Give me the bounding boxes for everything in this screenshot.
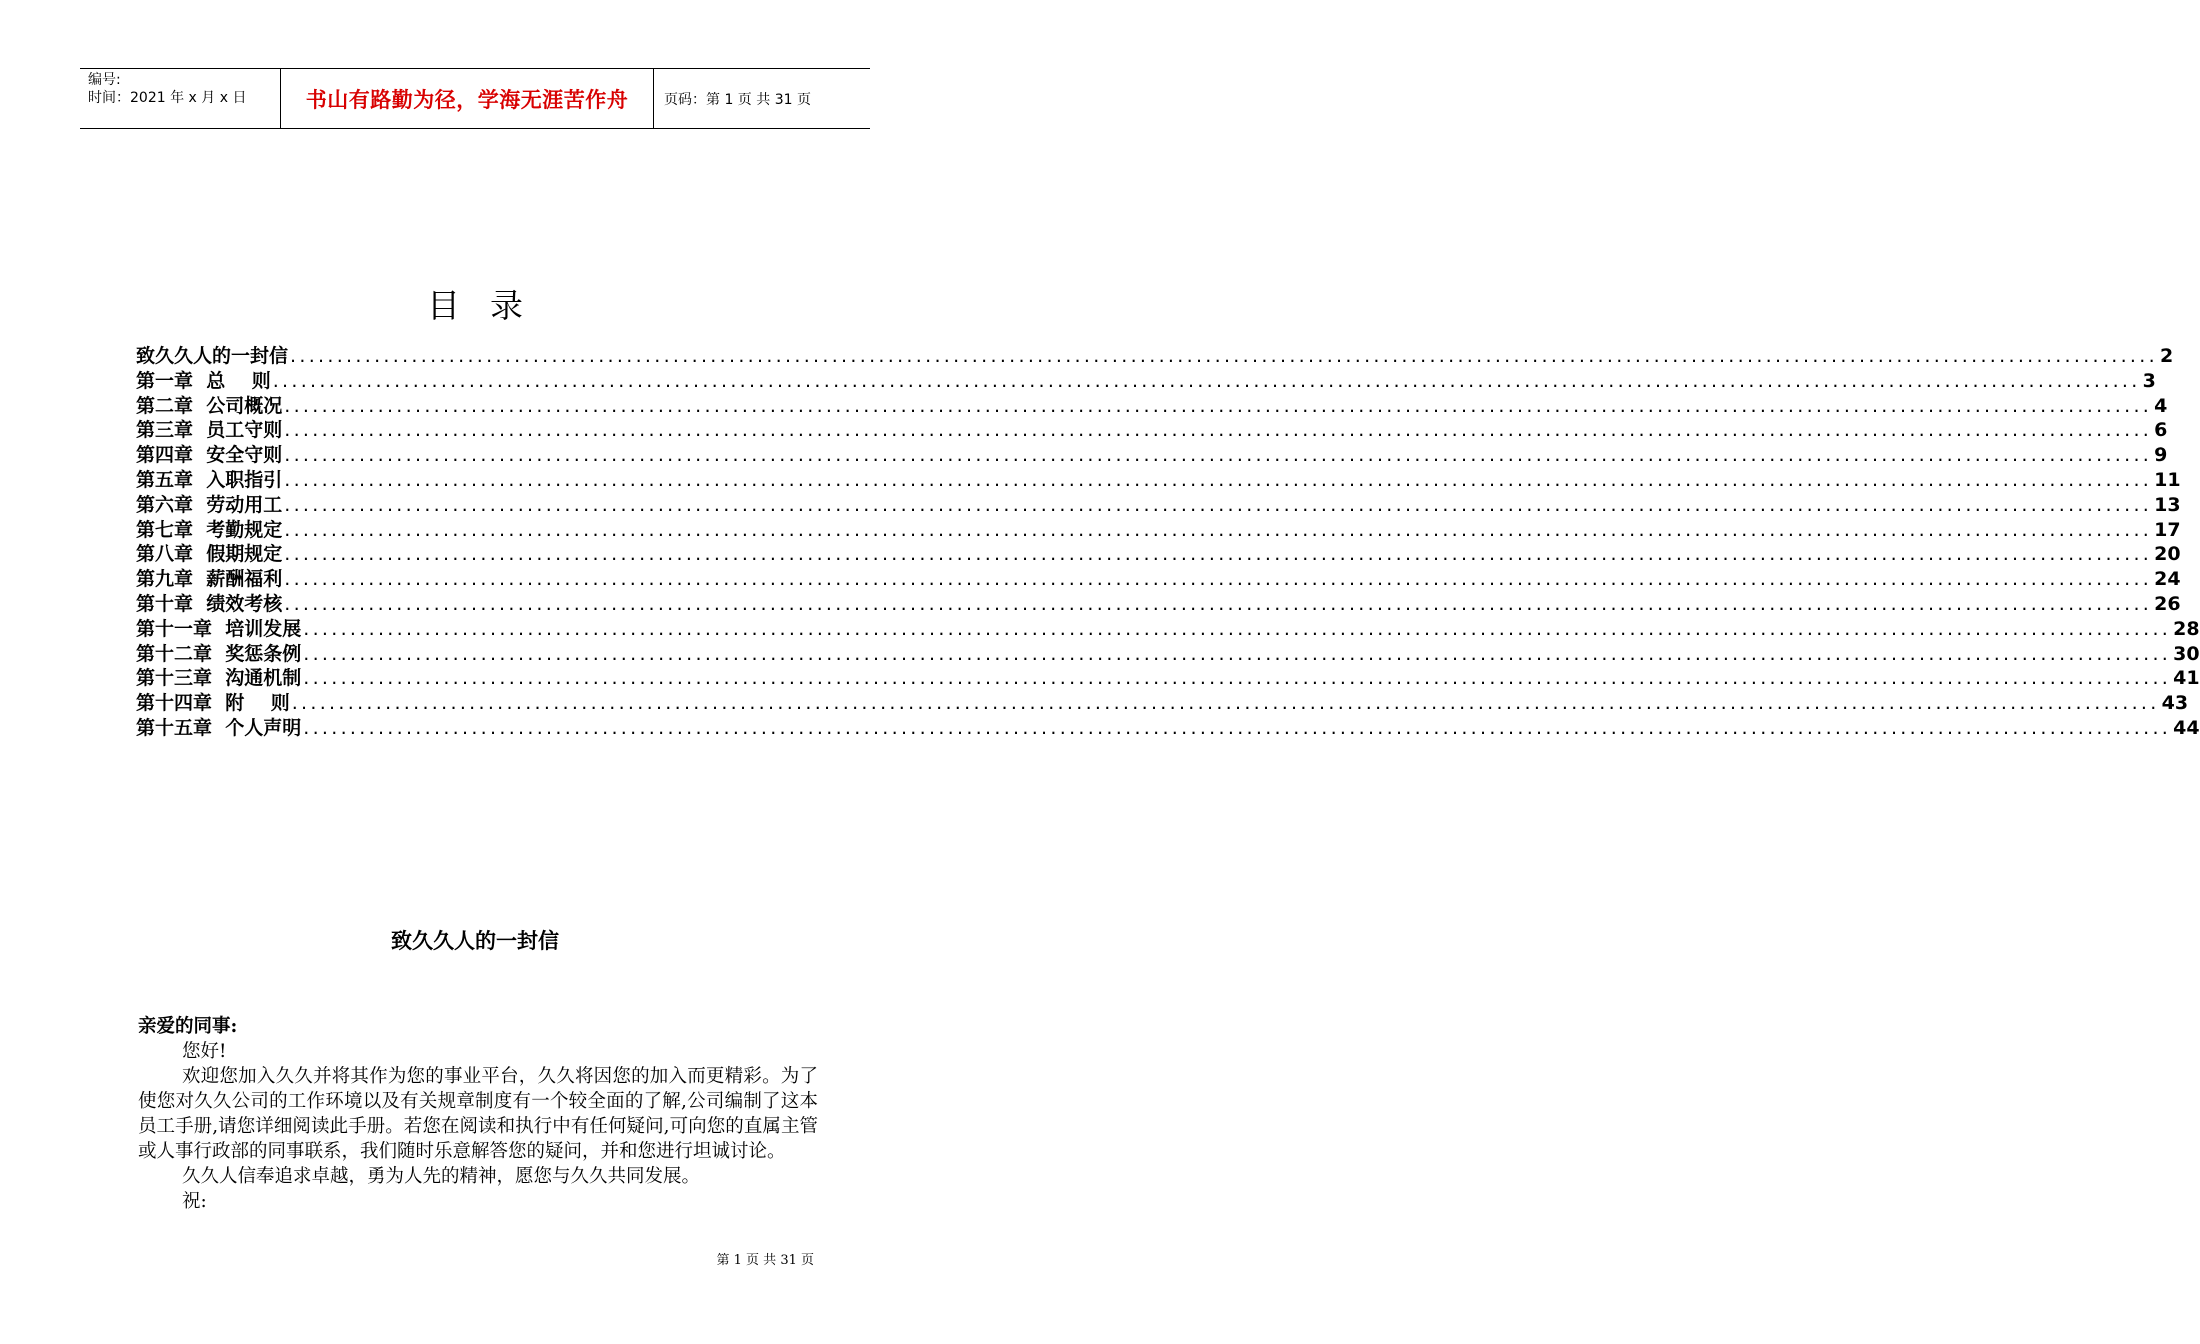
toc-entry-page: 13	[2154, 493, 2181, 516]
toc-entry-title: 第七章 考勤规定	[136, 518, 283, 541]
toc-entry-page: 44	[2173, 716, 2200, 739]
toc-entry[interactable]	[136, 490, 2181, 516]
toc-leader-dots: ........................................................................................................................................................................................................	[284, 394, 2153, 417]
toc-entry-title: 第五章 入职指引	[136, 468, 283, 491]
toc-entry-page: 28	[2173, 617, 2200, 640]
toc-leader-dots: ........................................................................................................................................................................................................	[303, 716, 2172, 739]
toc-entry-title: 第三章 员工守则	[136, 419, 283, 442]
letter-paragraph: 您好!	[182, 1041, 227, 1062]
toc-leader-dots: ........................................................................................................................................................................................................	[284, 592, 2153, 615]
toc-entry-page: 3	[2142, 369, 2156, 392]
toc-entry-title: 第九章 薪酬福利	[136, 568, 283, 591]
toc-leader-dots: ........................................................................................................................................................................................................	[284, 444, 2153, 467]
toc-leader-dots: ........................................................................................................................................................................................................	[284, 419, 2153, 442]
header-meta	[80, 69, 281, 128]
toc-entry-title: 第十二章 奖惩条例	[136, 642, 302, 665]
toc-entry[interactable]	[136, 614, 2200, 640]
toc-entry-page: 9	[2154, 444, 2168, 467]
toc-leader-dots: ........................................................................................................................................................................................................	[284, 543, 2153, 566]
page-footer: 第 1 页 共 31 页	[716, 1253, 814, 1268]
toc-entry-title: 第二章 公司概况	[136, 394, 283, 417]
toc-entry[interactable]	[136, 688, 2189, 715]
toc-entry[interactable]	[136, 713, 2200, 739]
letter-salutation: 亲爱的同事:	[138, 1016, 238, 1037]
toc-entry-title: 第一章 总 则	[136, 369, 271, 392]
table-of-contents	[136, 341, 2200, 739]
header-page-info-cell	[654, 69, 870, 128]
toc-leader-dots: ........................................................................................................................................................................................................	[303, 617, 2172, 640]
toc-leader-dots: ........................................................................................................................................................................................................	[284, 518, 2153, 541]
toc-entry-title: 致久久人的一封信	[136, 345, 289, 367]
toc-leader-dots: ........................................................................................................................................................................................................	[284, 568, 2153, 591]
header-motto: 书山有路勤为径，学海无涯苦作舟	[305, 87, 629, 112]
toc-entry[interactable]	[136, 539, 2181, 566]
toc-leader-dots: ........................................................................................................................................................................................................	[284, 493, 2153, 516]
toc-leader-dots: ........................................................................................................................................................................................................	[284, 468, 2153, 491]
toc-entry-page: 24	[2154, 568, 2181, 591]
toc-entry-page: 20	[2154, 543, 2181, 566]
toc-entry-title: 第十五章 个人声明	[136, 716, 302, 739]
toc-leader-dots: ........................................................................................................................................................................................................	[290, 345, 2158, 367]
toc-leader-dots: ........................................................................................................................................................................................................	[272, 369, 2141, 392]
letter-title: 致久久人的一封信	[391, 928, 559, 953]
toc-entry-page: 4	[2154, 394, 2168, 417]
toc-entry[interactable]	[136, 415, 2168, 442]
toc-title: 目录	[427, 286, 553, 325]
toc-entry-page: 17	[2154, 518, 2181, 541]
toc-entry[interactable]	[136, 341, 2174, 367]
header-page-info: 页码：第 1 页 共 31 页	[664, 91, 811, 108]
toc-entry-page: 26	[2154, 592, 2181, 615]
toc-entry-page: 30	[2173, 642, 2200, 665]
header-motto-cell	[281, 69, 654, 128]
toc-leader-dots: ........................................................................................................................................................................................................	[303, 667, 2172, 690]
toc-entry-title: 第十一章 培训发展	[136, 617, 302, 640]
toc-entry[interactable]	[136, 589, 2181, 615]
page-header	[80, 68, 870, 129]
toc-entry[interactable]	[136, 663, 2200, 690]
toc-leader-dots: ........................................................................................................................................................................................................	[303, 642, 2172, 665]
letter-paragraph: 欢迎您加入久久并将其作为您的事业平台，久久将因您的加入而更精彩。为了使您对久久公司的工作环境以及有关规章制度有一个较全面的了解,公司编制了这本员工手册,请您详细阅读此手册。若您在阅读和执行中有任何疑问,可向您的直属主管或人事行政部的同事联系，我们随时乐意解答您的疑问，并和您进行坦诚讨论。	[138, 1066, 818, 1162]
toc-entry-title: 第十四章 附 则	[136, 692, 290, 715]
toc-entry-title: 第十章 绩效考核	[136, 592, 283, 615]
toc-entry-page: 11	[2154, 468, 2181, 491]
toc-entry[interactable]	[136, 391, 2168, 417]
toc-entry[interactable]	[136, 515, 2181, 541]
toc-entry-page: 6	[2154, 419, 2168, 442]
toc-entry[interactable]	[136, 639, 2200, 665]
toc-entry[interactable]	[136, 366, 2156, 392]
document-number-label: 编号:	[88, 72, 121, 88]
letter-paragraph: 祝:	[182, 1191, 207, 1212]
letter-paragraph: 久久人信奉追求卓越，勇为人先的精神，愿您与久久共同发展。	[182, 1166, 701, 1187]
toc-entry-title: 第八章 假期规定	[136, 543, 283, 566]
toc-entry-page: 43	[2161, 692, 2189, 715]
letter-body	[138, 1014, 818, 1214]
toc-entry-page: 41	[2173, 667, 2200, 690]
toc-entry[interactable]	[136, 440, 2168, 467]
toc-leader-dots: ........................................................................................................................................................................................................	[291, 692, 2160, 715]
toc-entry[interactable]	[136, 465, 2181, 491]
toc-entry-title: 第四章 安全守则	[136, 444, 283, 467]
toc-entry-title: 第十三章 沟通机制	[136, 667, 302, 690]
toc-entry-title: 第六章 劳动用工	[136, 493, 283, 516]
toc-entry-page: 2	[2159, 345, 2174, 367]
document-date: 时间：2021 年 x 月 x 日	[88, 90, 247, 106]
toc-entry[interactable]	[136, 564, 2181, 591]
